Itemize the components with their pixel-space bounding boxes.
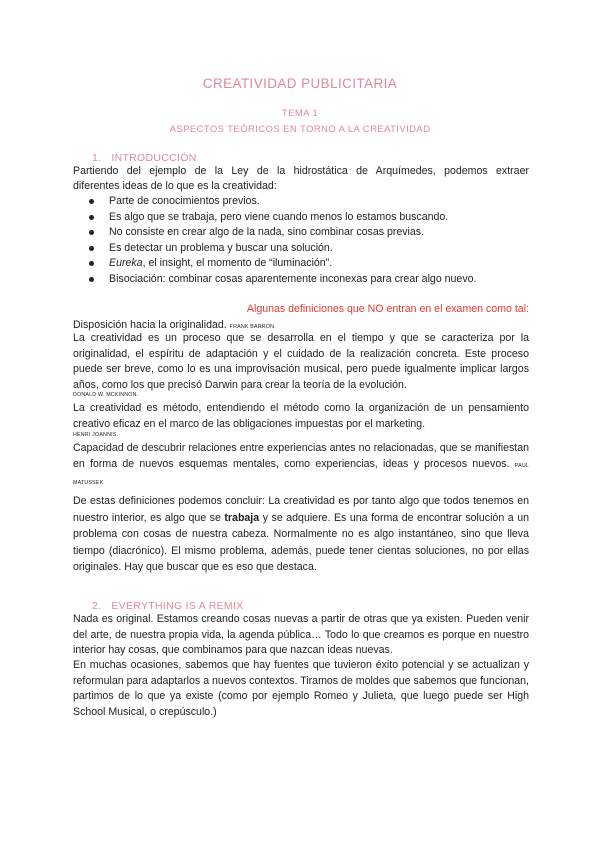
list-item: Eureka, el insight, el momento de “iluminación”. [73, 256, 529, 272]
list-item: Es algo que se trabaja, pero viene cuando menos lo estamos buscando. [73, 210, 529, 226]
section-1-heading [92, 152, 197, 164]
definition-2-author: DONALD W. MCKINNON. [73, 392, 139, 398]
section-2-title: EVERYTHING IS A REMIX [111, 600, 244, 612]
section-2-heading [92, 600, 244, 612]
tema-label: TEMA 1 [281, 108, 319, 119]
list-item: No consiste en crear algo de la nada, sino combinar cosas previas. [73, 225, 529, 241]
definition-1-text: Disposición hacia la originalidad. [73, 319, 227, 331]
bullet-icon [89, 261, 94, 266]
list-item: Bisociación: combinar cosas aparentemente inconexas para crear algo nuevo. [73, 272, 529, 288]
section-1-title: INTRODUCCIÓN [111, 152, 197, 164]
list-item: Parte de conocimientos previos. [73, 194, 529, 210]
conclusion-paragraph: De estas definiciones podemos concluir: La creatividad es por tanto algo que todos tenemos en nuestro interior, es algo que se trabaja y se adquiere. Es una forma de encontrar solución a un problema con cosas de nuestra cabeza. Normalmente no es algo instantáneo, sino que lleva tiempo (diacrónico). El mismo problema, además, puede tener cientas soluciones, no por ellas originales. Hay que buscar que es eso que destaca. [73, 495, 529, 573]
definition-4 [73, 441, 529, 492]
definition-4-author: PAUL MATUSSEK [73, 462, 529, 486]
intro-line-1: Partiendo del ejemplo de la Ley de la hidrostática de Arquímedes, podemos extraer [73, 165, 529, 177]
definitions-note: Algunas definiciones que NO entran en el examen como tal: [246, 303, 529, 315]
trabaja-emphasis: trabaja [224, 511, 260, 524]
bullet-icon [89, 215, 94, 220]
bullet-icon [89, 246, 94, 251]
definition-4-text: Capacidad de descubrir relaciones entre experiencias antes no relacionadas, que se manifiestan en forma de nuevos esquemas mentales, como experiencias, ideas y procesos nuevos. [73, 442, 529, 470]
intro-bullet-list [73, 194, 529, 287]
definition-3-text: La creatividad es método, entendiendo el método como la organización de un pensamiento creativo eficaz en el marco de las obligaciones impuestas por el marketing. [73, 402, 529, 430]
intro-line-2: diferentes ideas de lo que es la creatividad: [73, 180, 277, 192]
definition-2-text: La creatividad es un proceso que se desarrolla en el tiempo y que se caracteriza por la originalidad, el espíritu de adaptación y el cuidado de la realización concreta. Este proceso puede ser breve, como lo es una improvisación musical, pero puede igualmente implicar largos años, como los que precisó Darwin para crear la teoría de la evolución. [73, 332, 529, 391]
definition-3-author: HENRI JOANNIS. [73, 432, 119, 438]
remix-paragraph-2: En muchas ocasiones, sabemos que hay fuentes que tuvieron éxito potencial y se actualizan y reformulan para adaptarlos a nuevos contextos. Tiramos de moldes que sabemos que funcionan, partimos de lo que ya existe (como por ejemplo Romeo y Julieta, que luego puede ser High School Musical, o crepúsculo.) [73, 659, 529, 718]
bullet-icon [89, 277, 94, 282]
list-item: Es detectar un problema y buscar una solución. [73, 241, 529, 257]
section-1-number: 1. [92, 152, 102, 164]
bullet-icon [89, 230, 94, 235]
bullet-icon [89, 199, 94, 204]
document-subtitle: ASPECTOS TEÓRICOS EN TORNO A LA CREATIVIDAD [169, 124, 431, 135]
remix-paragraph-1: Nada es original. Estamos creando cosas nuevas a partir de otras que ya existen. Pueden venir del arte, de nuestra propia vida, la agenda pública… Todo lo que creamos es porque en nuestro interior hay cosas, que combinamos para que nazcan ideas nuevas. [73, 613, 529, 656]
section-2-number: 2. [92, 600, 102, 612]
definition-1-author: FRANK BARRON. [229, 324, 276, 330]
document-title: CREATIVIDAD PUBLICITARIA [202, 76, 398, 91]
eureka-term: Eureka [109, 257, 143, 269]
